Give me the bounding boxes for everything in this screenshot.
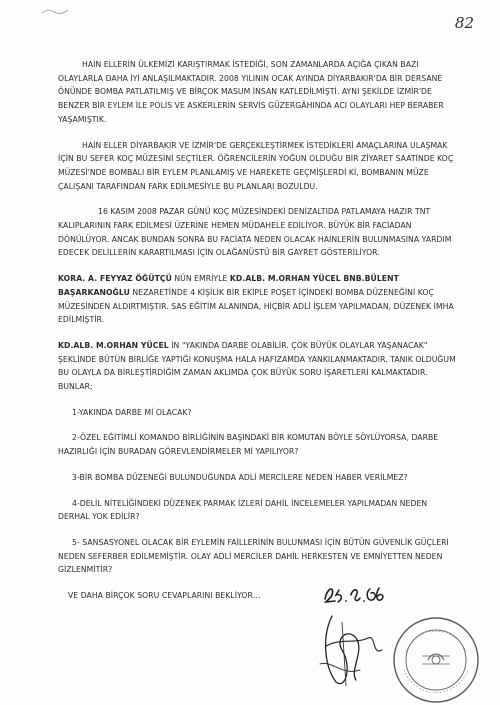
paragraph-3: 16 KASIM 2008 PAZAR GÜNÜ KOÇ MÜZESİNDEKİ DENİZALTIDA PATLAMAYA HAZIR TNT KALIPLARININ FARK EDİLMESİ ÜZERİNE HEMEN MÜDAHELE EDİLİYOR. BÜYÜK BİR FACİADAN DÖNÜLÜYOR. ANCAK BUNDAN SONRA BU FACİATA NEDEN OLACAK HAİNLERİN BULUNMASINA YARDIM EDECEK DELİLLERİN KARARTILMASI İÇİN OLAĞANÜSTÜ BİR GAYRET GÖSTERİLİYOR. <box>58 207 452 258</box>
letter-body <box>58 58 458 615</box>
question-3: 3-BİR BOMBA DÜZENEĞİ BULUNDUĞUNDA ADLİ MERCİLERE NEDEN HABER VERİLMEZ? <box>72 472 408 482</box>
officer-names: KD.ALB. M.ORHAN YÜCEL BNB.BÜLENT BAŞARKANOĞLU <box>58 274 399 297</box>
question-2: 2-ÖZEL EĞİTİMLİ KOMANDO BİRLİĞİNİN BAŞINDAKİ BİR KOMUTAN BÖYLE SÖYLÜYORSA, DARBE HAZIRLIĞI İÇİN BURADAN GÖREVLENDİRMELER Mİ YAPILIYOR? <box>58 433 439 457</box>
closing-line: VE DAHA BİRÇOK SORU CEVAPLARINI BEKLİYOR… <box>68 591 261 601</box>
scan-mark <box>40 6 70 16</box>
commander-name: KORA. A. FEYYAZ ÖĞÜTÇÜ <box>58 274 172 284</box>
paragraph-5-rest: İN "YAKINDA DARBE OLABİLİR. ÇOK BÜYÜK OLAYLAR YAŞANACAK" ŞEKLİNDE BÜTÜN BİRLİĞE YAPTIĞI KONUŞMA HALA HAFIZAMDA YANKILANMAKTADIR. TANIK OLDUĞUM BU OLAYLA DA BİRLEŞTİRDİĞİM ZAMAN AKLIMDA ÇOK BÜYÜK SORU İŞARETLERİ KALMAKTADIR. BUNLAR; <box>58 340 456 392</box>
paragraph-2: HAİN ELLER DİYARBAKIR VE İZMİR'DE GERÇEKLEŞTİRMEK İSTEDİKLERİ AMAÇLARINA ULAŞMAK İÇİN BU SEFER KOÇ MÜZESİNİ SEÇTİLER. ÖĞRENCİLERİN YOĞUN OLDUĞU BİR ZİYARET SAATİNDE KOÇ MÜZESİ'NDE BOMBALI BİR EYLEM PLANLAMIŞ VE HAREKETE GEÇMİŞLERDİ Kİ, BOMBANIN MÜZE ÇALIŞANI TARAFINDAN FARK EDİLMESİYLE BU PLANLARI BOZULDU. <box>58 140 454 191</box>
paragraph-4-rest: NEZARETİNDE 4 KİŞİLİK BİR EKİPLE POŞET İÇİNDEKİ BOMBA DÜZENEĞİNİ KOÇ MÜZESİNDEN ALDIRTMIŞTIR. SAS EĞİTİM ALANINDA, HİÇBİR ADLİ İŞLEM YAPILMADAN, DÜZENEK İMHA EDİLMİŞTİR. <box>58 287 454 325</box>
official-stamp <box>388 612 484 705</box>
question-1: 1-YAKINDA DARBE Mİ OLACAK? <box>72 407 192 417</box>
signature <box>312 586 398 696</box>
question-5: 5- SANSASYONEL OLACAK BİR EYLEMİN FAİLLERİNİN BULUNMASI İÇİN BÜTÜN GÜVENLİK GÜÇLERİ NEDEN SEFERBER EDİLMEMİŞTİR. OLAY ADLİ MERCİLER DAHİL HERKESTEN VE EMNİYETTEN NEDEN GİZLENMİTİR? <box>58 537 449 575</box>
question-4: 4-DELİL NİTELİĞİNDEKİ DÜZENEK PARMAK İZLERİ DAHİL İNCELEMELER YAPILMADAN NEDEN DERHAL YOK EDİLİR? <box>58 498 428 522</box>
paragraph-4-mid: NÜN EMRİYLE <box>171 274 230 284</box>
paragraph-1: HAİN ELLERİN ÜLKEMİZİ KARIŞTIRMAK İSTEDİĞİ, SON ZAMANLARDA AÇIĞA ÇIKAN BAZI OLAYLARLA DAHA İYİ ANLAŞILMAKTADIR. 2008 YILININ OCAK AYINDA DİYARBAKIR'DA BİR DERSANE ÖNÜNDE BOMBA PATLATILMIŞ VE BİRÇOK MASUM İNSAN KATLEDİLMİŞTİ. AYNI ŞEKİLDE İZMİR'DE BENZER BİR EYLEM İLE POLİS VE ASKERLERİN SERVİS GÜZERGÂHINDA ACI OLAYLARI HEP BERABER YAŞAMIŞTIK. <box>58 60 444 124</box>
paragraph-5 <box>58 339 458 394</box>
colonel-name: KD.ALB. M.ORHAN YÜCEL <box>58 340 169 350</box>
page-number: 82 <box>454 14 474 32</box>
paragraph-4 <box>58 272 458 327</box>
